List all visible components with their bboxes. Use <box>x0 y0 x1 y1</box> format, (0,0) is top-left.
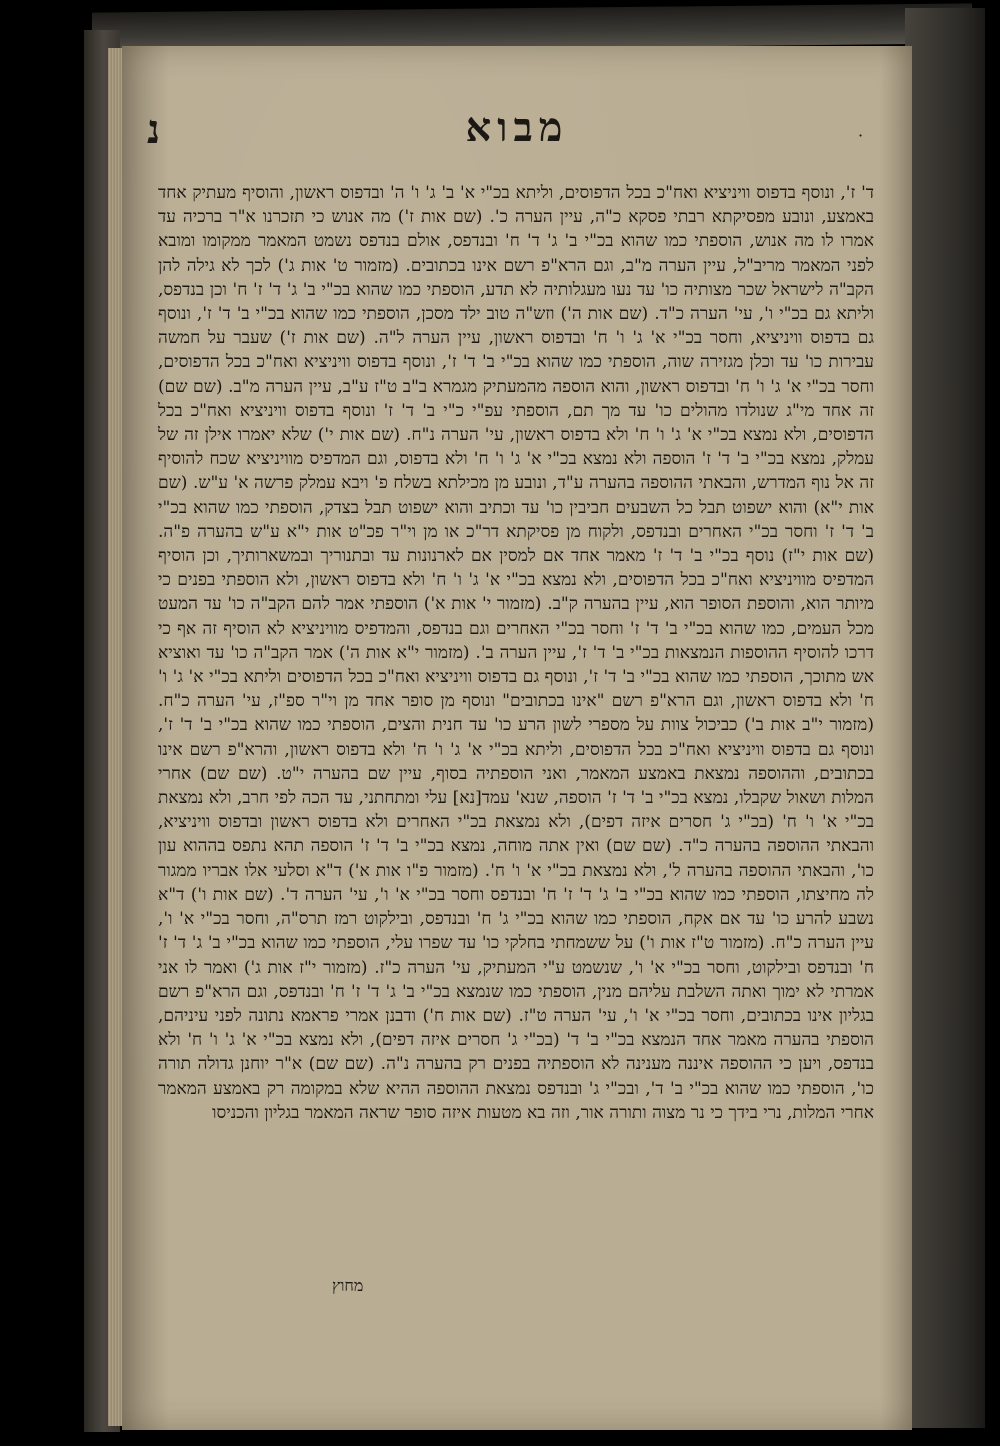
book-page <box>122 46 912 1430</box>
page-number: נ <box>146 106 160 153</box>
catchword: מחוץ <box>332 1276 364 1295</box>
paragraph: ד' ז', ונוסף בדפוס וויניציא ואח"כ בכל הדפוסים, וליתא בכ"י א' ב' ג' ו' ה' ובדפוס ראשון, והוסיף מעתיק אחד באמצע, ונובע מפסיקתא רבתי פסקא כ"ה, עיין הערה כ'. (שם אות ז') מה אנוש כי תזכרנו א"ר ברכיה עד אמרו לו מה אנוש, הוספתי כמו שהוא בכ"י ב' ג' ד' ח' ובנדפס, אולם בנדפס נשמט המאמר ממקומו ומובא לפני המאמר מריב"ל, עיין הערה מ"ב, וגם הרא"פ רשם אינו בכתובים. (מזמור ט' אות ג') לכך לא גילה להן הקב"ה לישראל שכר מצותיה כו' עד נעו מעגלותיה לא תדע, הוספתי כמו שהוא בכ"י ב' ג' ד' ז' ח' וכן בנדפס, וליתא גם בכ"י ו', עי' הערה כ"ד. (שם אות ה') וזש"ה טוב ילד מסכן, הוספתי כמו שהוא בכ"י ב' ד' ז', ונוסף גם בדפוס וויניציא, וחסר בכ"י א' ג' ו' ח' ובדפוס ראשון, עיין הערה ל"ה. (שם אות ז') שעבר על חמשה עבירות כו' עד וכלן מגזירה שוה, הוספתי כמו שהוא בכ"י ב' ד' ז', ונוסף בדפוס וויניציא ואח"כ בכל הדפוסים, וחסר בכ"י א' ג' ו' ח' ובדפוס ראשון, והוא הוספה מהמעתיק מגמרא ב"ב ט"ז ע"ב, עיין הערה מ"ב. (שם שם) זה אחד מי"ג שנולדו מהולים כו' עד מך תם, הוספתי עפ"י כ"י ב' ד' ז' ונוסף בדפוס וויניציא ואח"כ בכל הדפוסים, ולא נמצא בכ"י א' ג' ו' ח' ולא בדפוס ראשון, עי' הערה נ"ח. (שם אות י') שלא יאמרו אילן זה של עמלק, נמצא בכ"י ב' ד' ז' הוספה ולא נמצא בכ"י א' ג' ו' ח' ולא בדפוס, וגם המדפיס מוויניציא שכח להוסיף זה אל נוף המדרש, והבאתי ההוספה בהערה ע"ד, ונובע מן מכילתא בשלח פ' ויבא עמלק פרשה א' ע"ש. (שם אות י"א) והוא ישפוט תבל כל השבעים חביבין כו' עד וכתיב והוא ישפוט תבל בצדק, הוספתי כמו שהוא בכ"י ב' ד' ז' וחסר בכ"י האחרים ובנדפס, ולקוח מן פסיקתא דר"כ או מן וי"ר פכ"ט אות י"א ע"ש בהערה פ"ה. (שם אות י"ז) נוסף בכ"י ב' ד' ז' מאמר אחד אם למסין אם לארנונות עד ובתנוריך ובמשארותיך, וכן הוסיף המדפיס מוויניציא ואח"כ בכל הדפוסים, ולא נמצא בכ"י א' ג' ו' ח' ולא בדפוס ראשון, ולא הוספתי בפנים כי מיותר הוא, והוספת הסופר הוא, עיין בהערה ק"ב. (מזמור י' אות א') הוספתי אמר להם הקב"ה כו' עד המעט מכל העמים, כמו שהוא בכ"י ב' ד' ז' וחסר בכ"י האחרים וגם בנדפס, והמדפיס מוויניציא לא הוסיף זה אף כי דרכו להוסיף ההוספות הנמצאות בכ"י ב' ד' ז', עיין הערה ב'. (מזמור י"א אות ה') אמר הקב"ה כו' עד ואוציא אש מתוכך, הוספתי כמו שהוא בכ"י ב' ד' ז', ונוסף גם בדפוס וויניציא ואח"כ בכל הדפוסים וליתא בכ"י א' ג' ו' ח' ולא בדפוס ראשון, וגם הרא"פ רשם "אינו בכתובים" ונוסף מן סופר אחד מן וי"ר ספ"ז, עי' הערה כ"ח. (מזמור י"ב אות ב') כביכול צוות על מספרי לשון הרע כו' עד חנית והצים, הוספתי כמו שהוא בכ"י ב' ד' ז', ונוסף גם בדפוס וויניציא ואח"כ בכל הדפוסים, וליתא בכ"י א' ג' ו' ח' ולא בדפוס ראשון, והרא"פ רשם אינו בכתובים, וההוספה נמצאת באמצע המאמר, ואני הוספתיה בסוף, עיין שם בהערה י"ט. (שם שם) אחרי המלות ושאול שקבלו, נמצא בכ"י ב' ד' ז' הוספה, שנא' עמד[נא] עלי ומתחתני, עד הכה לפי חרב, ולא נמצאת בכ"י א' ו' ח' (בכ"י ג' חסרים איזה דפים), ולא נמצאת בכ"י האחרים ולא בדפוס ראשון ובדפוס וויניציא, והבאתי ההוספה בהערה כ"ד. (שם שם) ואין אתה מוחה, נמצא בכ"י ב' ד' ז' הוספה תהא נתפס בההוא עון כו', והבאתי ההוספה בהערה ל', ולא נמצאת בכ"י א' ו' ח'. (מזמור פ"ו אות א') ד"א וסלעי אלו אבריו ממגור לה מחיצתו, הוספתי כמו שהוא בכ"י ב' ג' ד' ז' ח' ובנדפס וחסר בכ"י א' ו', עי' הערה ד'. (שם אות ו') ד"א נשבע להרע כו' עד אם אקח, הוספתי כמו שהוא בכ"י ג' ח' ובנדפס, ובילקוט רמז תרס"ה, וחסר בכ"י א' ו', עיין הערה כ"ח. (מזמור ט"ז אות ו') על ששמחתי בחלקי כו' עד שפרו עלי, הוספתי כמו שהוא בכ"י ב' ג' ד' ז' ח' ובנדפס ובילקוט, וחסר בכ"י א' ו', שנשמט ע"י המעתיק, עי' הערה כ"ז. (מזמור י"ז אות ג') ואמר לו אני אמרתי לא ימוך ואתה השלבת עליהם מנין, הוספתי כמו שנמצא בכ"י ב' ג' ד' ז' ח' ובנדפס, וגם הרא"פ רשם בגליון אינו בכתובים, וחסר בכ"י א' ו', עי' הערה ט"ז. (שם אות ח') ודבנן אמרי פראמא נתונה לפני עיניהם, הוספתי בהערה מאמר אחד הנמצא בכ"י ב' ד' (בכ"י ג' חסרים איזה דפים), ולא נמצא בכ"י א' ג' ו' ח' ולא בנדפס, ויען כי ההוספה איננה מענינה לא הוספתיה בפנים רק בהערה נ"ה. (שם שם) א"ר יוחנן גדולה תורה כו', הוספתי כמו שהוא בכ"י ב' ד', ובכ"י ג' ובנדפס נמצאת ההוספה ההיא שלא במקומה רק באמצע המאמר אחרי המלות, נרי בידך כי נר מצוה ותורה אור, וזה בא מטעות איזה סופר שראה המאמר בגליון והכניסו <box>158 183 874 1123</box>
page-title: מבוא <box>465 104 569 151</box>
book-cover-right <box>905 8 985 1428</box>
body-text <box>158 181 874 1125</box>
running-header <box>122 104 912 164</box>
ornament-dot: · <box>858 126 864 145</box>
